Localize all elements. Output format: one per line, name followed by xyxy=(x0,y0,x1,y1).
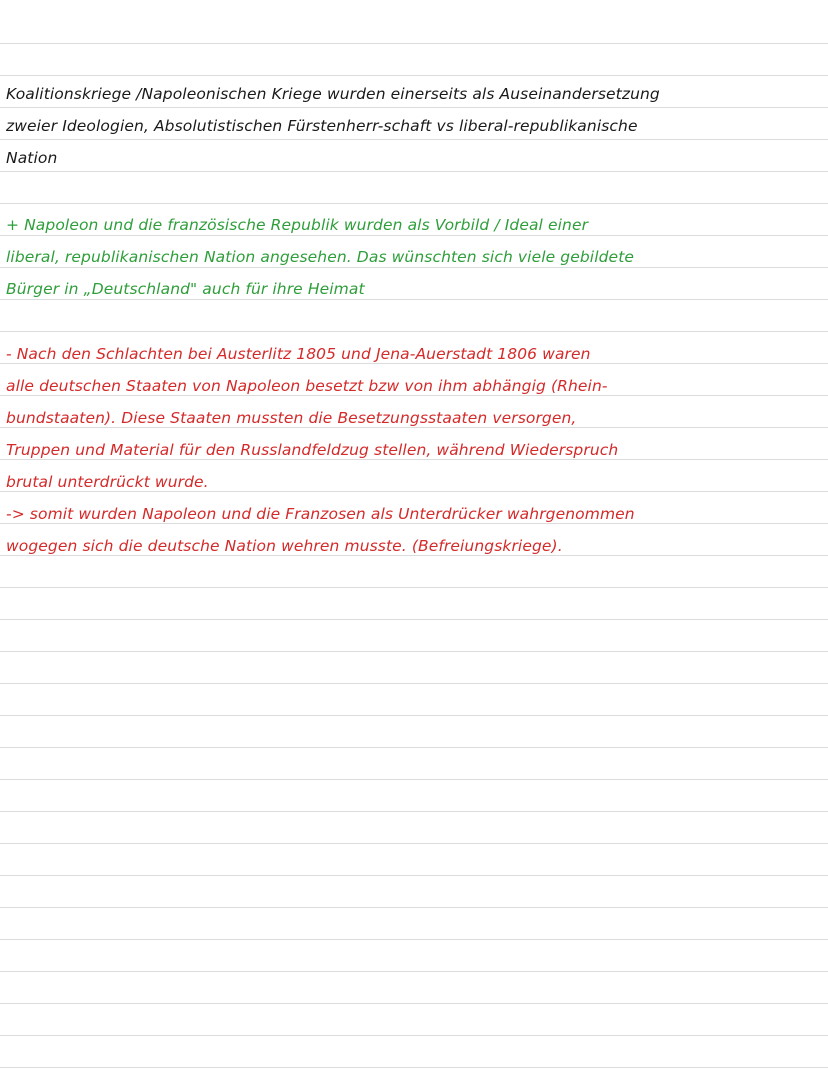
text-line: -> somit wurden Napoleon und die Franzosen als Unterdrücker wahrgenommen xyxy=(6,505,635,523)
text-line: bundstaaten). Diese Staaten mussten die Besetzungsstaaten versorgen, xyxy=(6,409,577,427)
text-line: brutal unterdrückt wurde. xyxy=(6,473,209,491)
text-line: - Nach den Schlachten bei Austerlitz 1805 und Jena-Auerstadt 1806 waren xyxy=(6,345,591,363)
text-line: wogegen sich die deutsche Nation wehren musste. (Befreiungskriege). xyxy=(6,537,563,555)
text-line: Nation xyxy=(6,149,58,167)
text-line: Koalitionskriege /Napoleonischen Kriege wurden einerseits als Auseinandersetzung xyxy=(6,85,660,103)
text-line: liberal, republikanischen Nation angesehen. Das wünschten sich viele gebildete xyxy=(6,248,635,266)
paragraph-koalitionskriege xyxy=(6,78,826,174)
text-line: zweier Ideologien, Absolutistischen Fürstenherr-schaft vs liberal-republikanische xyxy=(6,117,638,135)
paragraph-besetzung-befreiungskriege xyxy=(6,338,826,562)
text-line: + Napoleon und die französische Republik wurden als Vorbild / Ideal einer xyxy=(6,216,589,234)
paragraph-napoleon-vorbild xyxy=(6,209,826,305)
text-line: Bürger in „Deutschland" auch für ihre Heimat xyxy=(6,280,365,298)
text-line: alle deutschen Staaten von Napoleon besetzt bzw von ihm abhängig (Rhein- xyxy=(6,377,608,395)
text-line: Truppen und Material für den Russlandfeldzug stellen, während Wiederspruch xyxy=(6,441,619,459)
